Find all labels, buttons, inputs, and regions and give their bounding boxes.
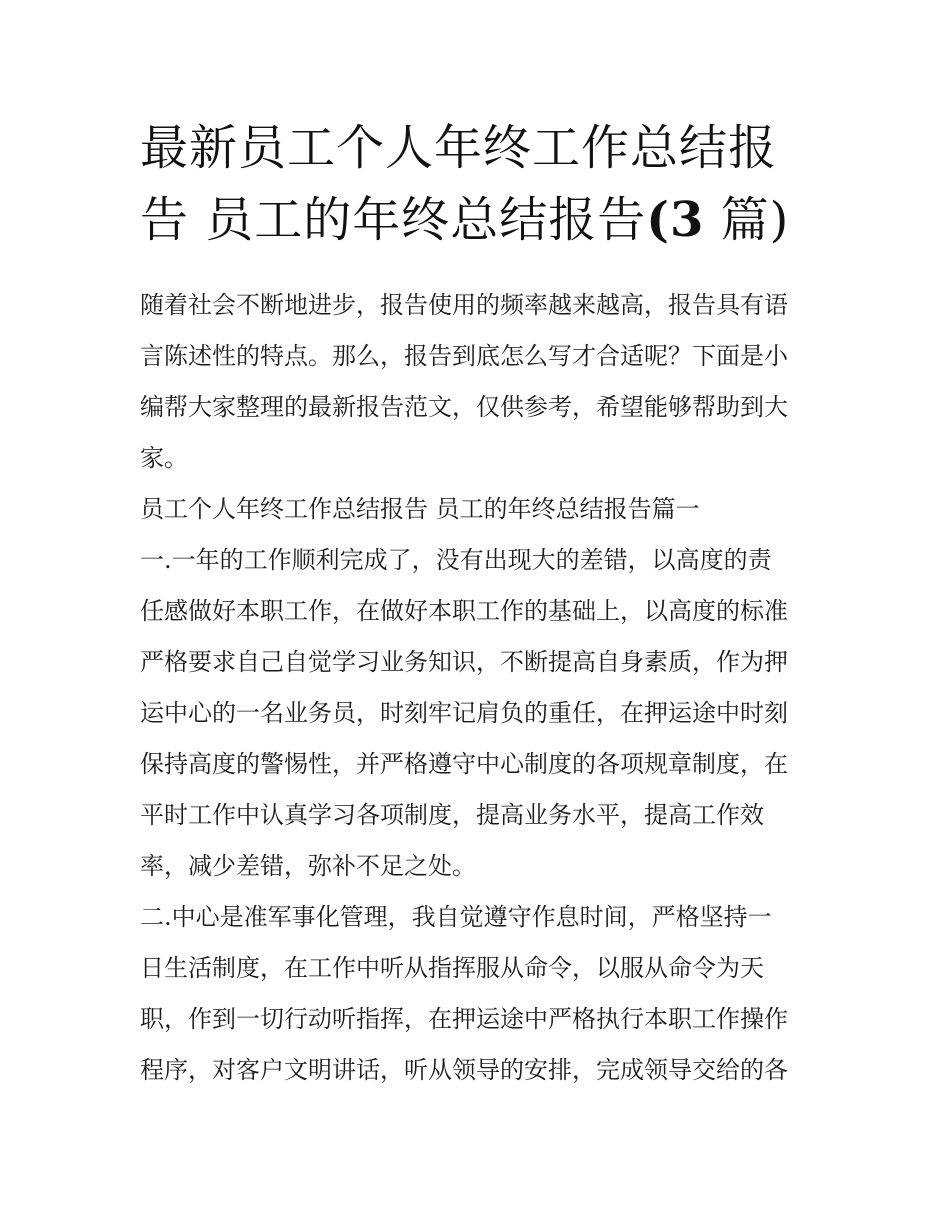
document-title <box>140 112 820 256</box>
text-line: 运中心的一名业务员，时刻牢记肩负的重任，在押运途中时刻 <box>140 699 788 727</box>
title-line <box>140 184 820 256</box>
text-line: 家。 <box>140 444 188 472</box>
text-line: 随着社会不断地进步，报告使用的频率越来越高，报告具有语 <box>140 291 788 319</box>
text-line: 职，作到一切行动听指挥，在押运途中严格执行本职工作操作 <box>140 1005 788 1033</box>
text-line: 保持高度的警惕性，并严格遵守中心制度的各项规章制度，在 <box>140 750 788 778</box>
text-line: 严格要求自己自觉学习业务知识，不断提高自身素质，作为押 <box>140 648 788 676</box>
item-two-paragraph <box>140 892 820 1096</box>
text-line: 员工个人年终工作总结报告 员工的年终总结报告篇一 <box>140 495 700 523</box>
text-line: 平时工作中认真学习各项制度，提高业务水平，提高工作效 <box>140 801 764 829</box>
intro-paragraph <box>140 280 820 484</box>
title-line: 最新员工个人年终工作总结报 <box>140 120 778 176</box>
text-line: 任感做好本职工作，在做好本职工作的基础上，以高度的标准 <box>140 597 788 625</box>
text-line: 一.一年的工作顺利完成了，没有出现大的差错，以高度的责 <box>140 546 772 574</box>
text-line: 编帮大家整理的最新报告范文，仅供参考，希望能够帮助到大 <box>140 393 788 421</box>
text-line: 日生活制度，在工作中听从指挥服从命令，以服从命令为天 <box>140 954 764 982</box>
document-body <box>140 280 820 1096</box>
text-line: 程序，对客户文明讲话，听从领导的安排，完成领导交给的各 <box>140 1056 788 1084</box>
item-one-paragraph <box>140 535 820 892</box>
title-suffix: 篇) <box>704 192 790 248</box>
text-line: 言陈述性的特点。那么，报告到底怎么写才合适呢？下面是小 <box>140 342 788 370</box>
section-heading <box>140 484 820 535</box>
text-line: 率，减少差错，弥补不足之处。 <box>140 852 476 880</box>
title-count: (3 <box>646 192 705 248</box>
title-text: 告 员工的年终总结报告 <box>140 192 647 248</box>
text-line: 二.中心是准军事化管理，我自觉遵守作息时间，严格坚持一 <box>140 903 772 931</box>
